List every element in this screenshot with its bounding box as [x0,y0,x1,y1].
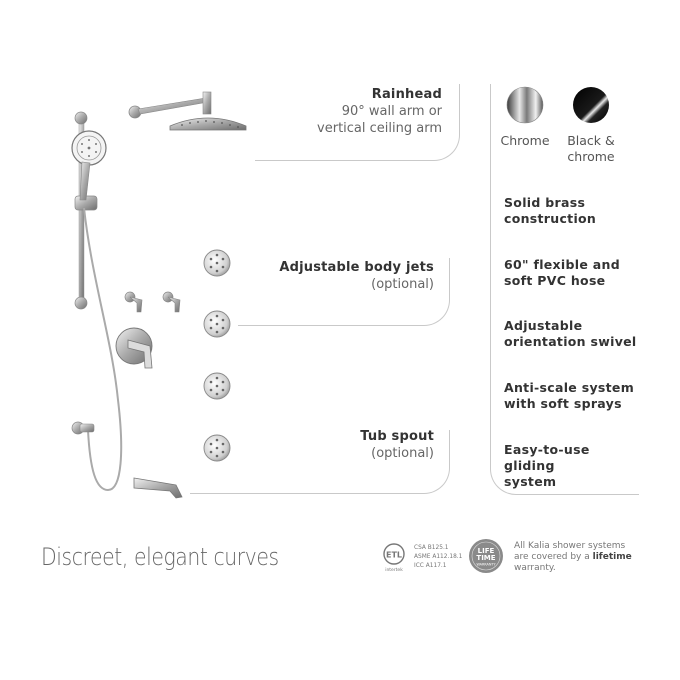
feature-line2: orientation swivel [504,334,637,349]
rainhead-icon [129,92,246,130]
feature-line1: 60" flexible and [504,257,620,272]
tubspout-title: Tub spout [360,429,434,444]
feature-line1: Adjustable [504,318,583,333]
badge-line1: LIFE [477,547,495,555]
warranty-line2 [514,552,634,563]
black-chrome-swatch-icon [572,86,610,124]
body-jet-icon [204,250,230,276]
tubspout-label [300,428,434,462]
bodyjets-note: (optional) [371,277,434,292]
feature-item [504,380,638,412]
feature-item [504,318,638,350]
feature-line2: with soft sprays [504,396,622,411]
svg-text:ETL: ETL [385,550,403,560]
feature-item [504,195,638,227]
black-chrome-label [564,133,618,165]
valve-trim-icon [116,328,152,368]
black-chrome-label-line2: chrome [567,149,615,164]
feature-line1: Anti-scale system [504,380,635,395]
diverter-handles-icon [125,292,180,312]
warranty-mid: are covered by a [514,552,590,562]
cert-standards [414,543,462,570]
hose-icon [84,208,121,490]
hand-shower-icon [72,131,106,200]
black-chrome-label-line1: Black & [567,133,615,148]
feature-line2: soft PVC hose [504,273,606,288]
cert-line: CSA B125.1 [414,543,449,551]
cert-line: ICC A117.1 [414,561,447,569]
chrome-label: Chrome [500,133,550,148]
intertek-text: intertek [385,568,403,572]
chrome-swatch-icon [506,86,544,124]
badge-line2: TIME [476,554,496,562]
rainhead-line2: vertical ceiling arm [317,121,442,136]
feature-item [504,257,638,289]
lifetime-warranty-badge-icon [468,538,504,574]
badge-line3: WARRANTY [476,562,496,567]
body-jet-icon [204,373,230,399]
warranty-text [514,541,634,574]
bodyjets-label [262,259,434,293]
bodyjets-title: Adjustable body jets [279,260,434,275]
wall-connector-icon [72,422,94,434]
intertek-etl-logo-icon [380,542,408,572]
feature-line2: system [504,474,557,489]
tagline: Discreet, elegant curves [41,543,279,571]
tubspout-note: (optional) [371,446,434,461]
feature-line1: Solid brass [504,195,586,210]
body-jet-icon [204,311,230,337]
cert-line: ASME A112.18.1 [414,552,463,560]
warranty-line1: All Kalia shower systems [514,541,626,551]
feature-line1: Easy-to-use gliding [504,442,590,473]
feature-line2: construction [504,211,597,226]
rainhead-label [290,86,442,137]
rainhead-line1: 90° wall arm or [341,104,442,119]
feature-item [504,442,638,490]
warranty-line3: warranty. [514,563,556,573]
warranty-bold: lifetime [592,552,632,562]
rainhead-title: Rainhead [371,87,442,102]
tub-spout-icon [134,478,182,498]
